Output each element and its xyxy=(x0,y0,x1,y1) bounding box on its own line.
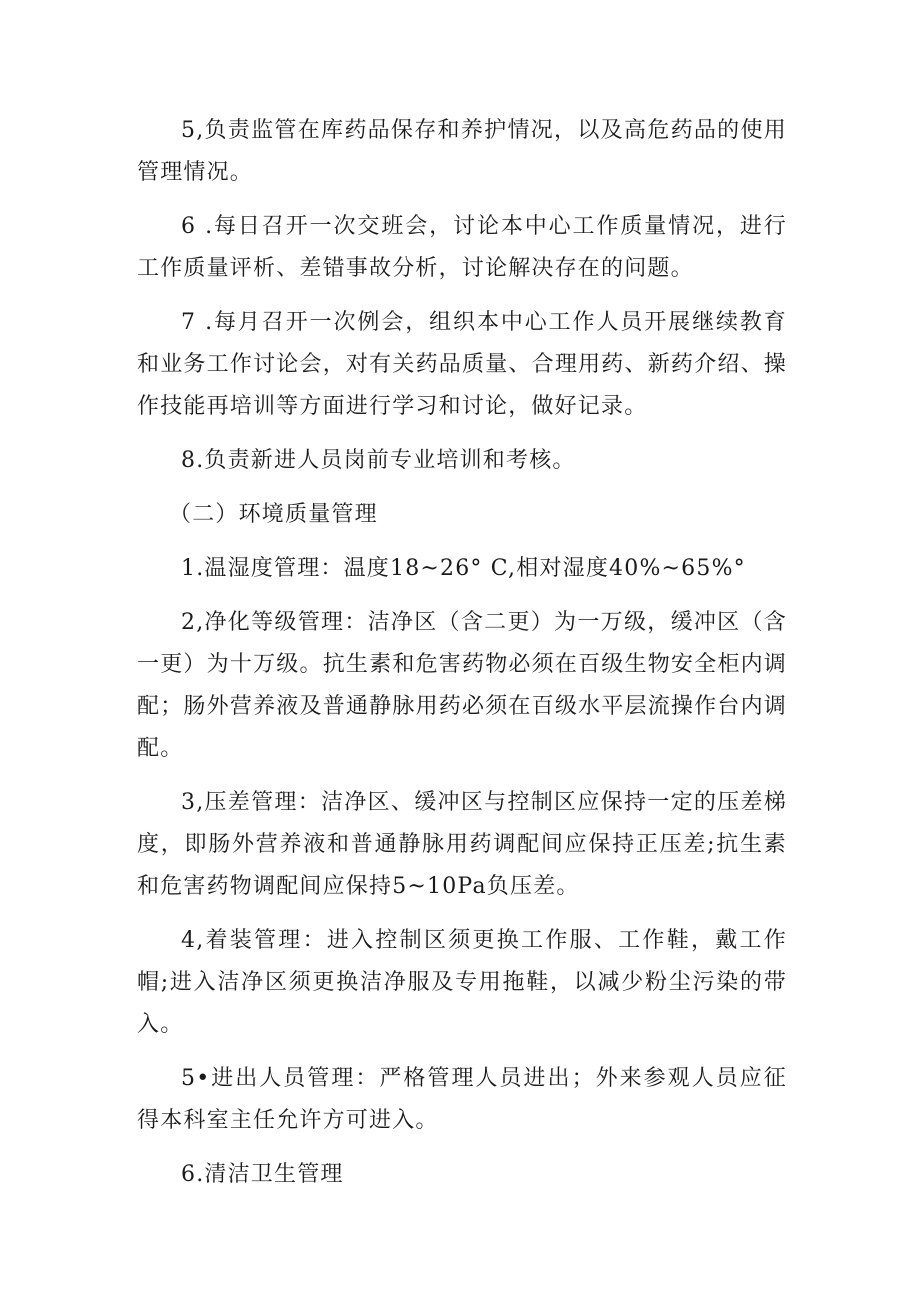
section-heading-environment: （二）环境质量管理 xyxy=(169,502,378,527)
paragraph-temperature-humidity: 1.温湿度管理：温度18~26° C,相对湿度40%~65%° xyxy=(181,556,746,581)
paragraph-cleaning: 6.清洁卫生管理 xyxy=(181,1162,344,1187)
paragraph-duty-5: 5,负责监管在库药品保存和养护情况，以及高危药品的使用管理情况。 xyxy=(137,118,787,185)
paragraph-pressure-difference: 3,压差管理：洁净区、缓冲区与控制区应保持一定的压差梯度，即肠外营养液和普通静脉用药调配间应保持正压差;抗生素和危害药物调配间应保持5~10Pa负压差。 xyxy=(137,790,787,899)
paragraph-dress-code: 4,着装管理：进入控制区须更换工作服、工作鞋，戴工作帽;进入洁净区须更换洁净服及专用拖鞋，以减少粉尘污染的带入。 xyxy=(137,928,787,1037)
paragraph-duty-8: 8.负责新进人员岗前专业培训和考核。 xyxy=(181,448,576,473)
paragraph-duty-6: 6 .每日召开一次交班会，讨论本中心工作质量情况，进行工作质量评析、差错事故分析，讨论解决存在的问题。 xyxy=(137,214,787,281)
paragraph-duty-7: 7 .每月召开一次例会，组织本中心工作人员开展继续教育和业务工作讨论会，对有关药品质量、合理用药、新药介绍、操作技能再培训等方面进行学习和讨论，做好记录。 xyxy=(137,310,787,419)
paragraph-purification-level: 2,净化等级管理：洁净区（含二更）为一万级，缓冲区（含一更）为十万级。抗生素和危害药物必须在百级生物安全柜内调配；肠外营养液及普通静脉用药必须在百级水平层流操作台内调配。 xyxy=(137,610,787,761)
document-body xyxy=(137,110,787,1208)
paragraph-personnel-access: 5•进出人员管理：严格管理人员进出；外来参观人员应征得本科室主任允许方可进入。 xyxy=(137,1066,787,1133)
